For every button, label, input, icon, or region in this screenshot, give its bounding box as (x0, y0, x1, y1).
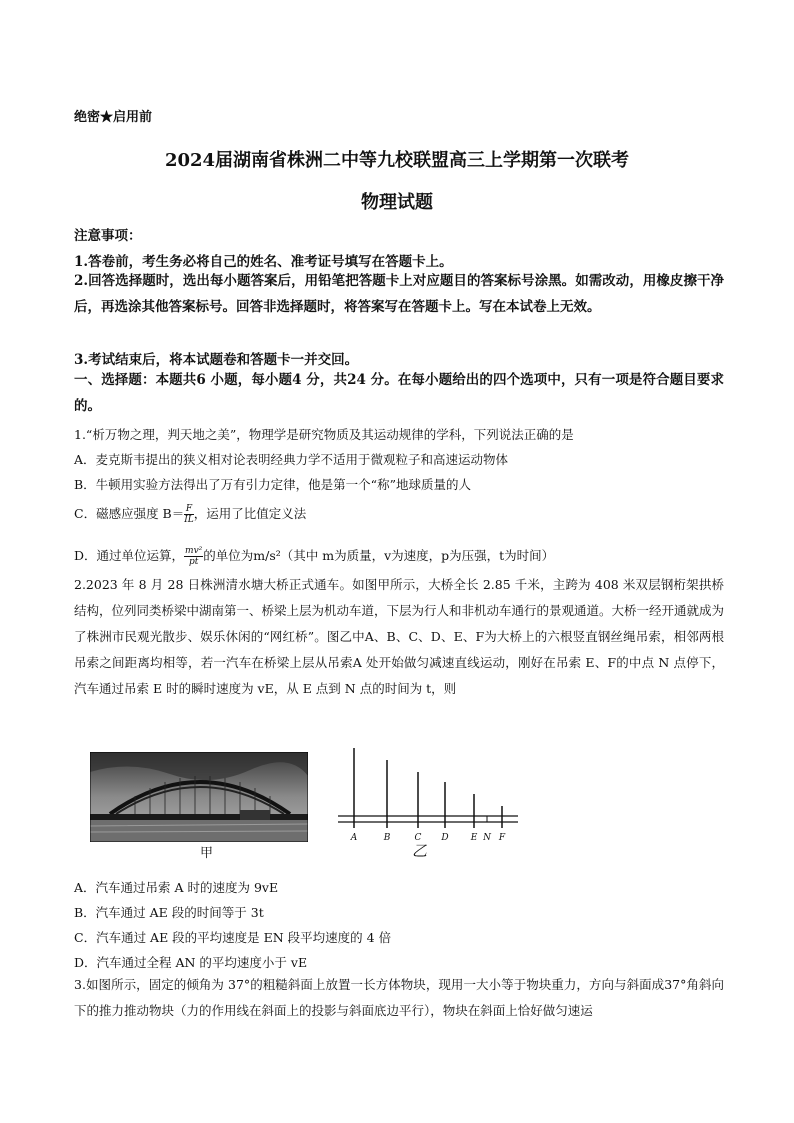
confidential-label: 绝密★启用前 (74, 110, 153, 125)
bridge-photo (90, 752, 308, 842)
figure-caption-yi: 乙 (412, 842, 428, 860)
question-1-option-c (74, 504, 306, 525)
question-2-option-a: A．汽车通过吊索 A 时的速度为 9vE (74, 880, 279, 895)
note-item: 2.回答选择题时，选出每小题答案后，用铅笔把答题卡上对应题目的答案标号涂黑。如需改动，用橡皮擦干净后，再选涂其他答案标号。回答非选择题时，将答案写在答题卡上。写在本试卷上无效。 (74, 273, 724, 315)
diagram-label-e: E (470, 833, 478, 843)
section-heading: 一、选择题：本题共6 小题，每小题4 分，共24 分。在每小题给出的四个选项中，只有一项是符合题目要求的。 (74, 372, 724, 414)
fraction (184, 504, 194, 525)
diagram-label-b: B (383, 833, 391, 843)
figure-caption-jia: 甲 (200, 846, 214, 861)
option-c-suffix: ，运用了比值定义法 (193, 506, 307, 521)
note-item: 1.答卷前，考生务必将自己的姓名、准考证号填写在答题卡上。 (74, 254, 453, 270)
option-d-prefix: D．通过单位运算， (74, 548, 185, 563)
question-1-option-b: B．牛顿用实验方法得出了万有引力定律，他是第一个“称”地球质量的人 (74, 477, 471, 492)
question-3-stem: 3.如图所示，固定的倾角为 37°的粗糙斜面上放置一长方体物块，现用一大小等于物块重力，方向与斜面成37°角斜向下的推力推动物块（力的作用线在斜面上的投影与斜面底边平行），物块在斜面上恰好做匀速运 (74, 977, 724, 1018)
question-2-option-d: D．汽车通过全程 AN 的平均速度小于 vE (74, 955, 308, 970)
question-2-option-b: B．汽车通过 AE 段的时间等于 3t (74, 905, 264, 920)
question-1-stem: 1.“析万物之理，判天地之美”，物理学是研究物质及其运动规律的学科，下列说法正确的是 (74, 427, 574, 442)
option-c-prefix: C．磁感应强度 B＝ (74, 506, 185, 521)
notes-heading: 注意事项： (74, 228, 142, 244)
diagram-label-n: N (483, 833, 491, 843)
fraction (184, 546, 203, 567)
question-2-option-c: C．汽车通过 AE 段的平均速度是 EN 段平均速度的 4 倍 (74, 930, 392, 945)
note-item: 3.考试结束后，将本试题卷和答题卡一并交回。 (74, 352, 359, 368)
exam-subject: 物理试题 (361, 192, 433, 213)
question-1-option-d (74, 546, 554, 567)
question-2-stem: 2.2023 年 8 月 28 日株洲清水塘大桥正式通车。如图甲所示，大桥全长 2.85 千米，主跨为 408 米双层钢桁架拱桥结构，位列同类桥梁中湖南第一、桥梁上层为机动车道，下层为行人和非机动车通行的景观通道。大桥一经开通就成为了株洲市民观光散步、娱乐休闲的“网红桥”。图乙中A、B、C、D、E、F为大桥上的六根竖直钢丝绳吊索，相邻两根吊索之间距离均相等，若一汽车在桥梁上层从吊索A 处开始做匀减速直线运动，刚好在吊索 E、F的中点 N 点停下，汽车通过吊索 E 时的瞬时速度为 vE，从 E 点到 N 点的时间为 t，则 (74, 577, 725, 696)
fraction-numerator: mv² (185, 546, 203, 556)
diagram-label-c: C (414, 833, 422, 843)
question-1-option-a: A．麦克斯韦提出的狭义相对论表明经典力学不适用于微观粒子和高速运动物体 (74, 452, 509, 467)
fraction-denominator: pt (188, 557, 199, 567)
fraction-numerator: F (185, 504, 193, 514)
diagram-label-f: F (498, 833, 506, 843)
diagram-label-d: D (441, 833, 449, 843)
diagram-label-a: A (350, 833, 358, 843)
cable-diagram (338, 742, 518, 860)
exam-title: 2024届湖南省株洲二中等九校联盟高三上学期第一次联考 (164, 150, 630, 171)
fraction-denominator: IL (184, 515, 194, 525)
option-d-suffix: 的单位为m/s²（其中 m为质量，v为速度，p为压强，t为时间） (203, 548, 555, 563)
